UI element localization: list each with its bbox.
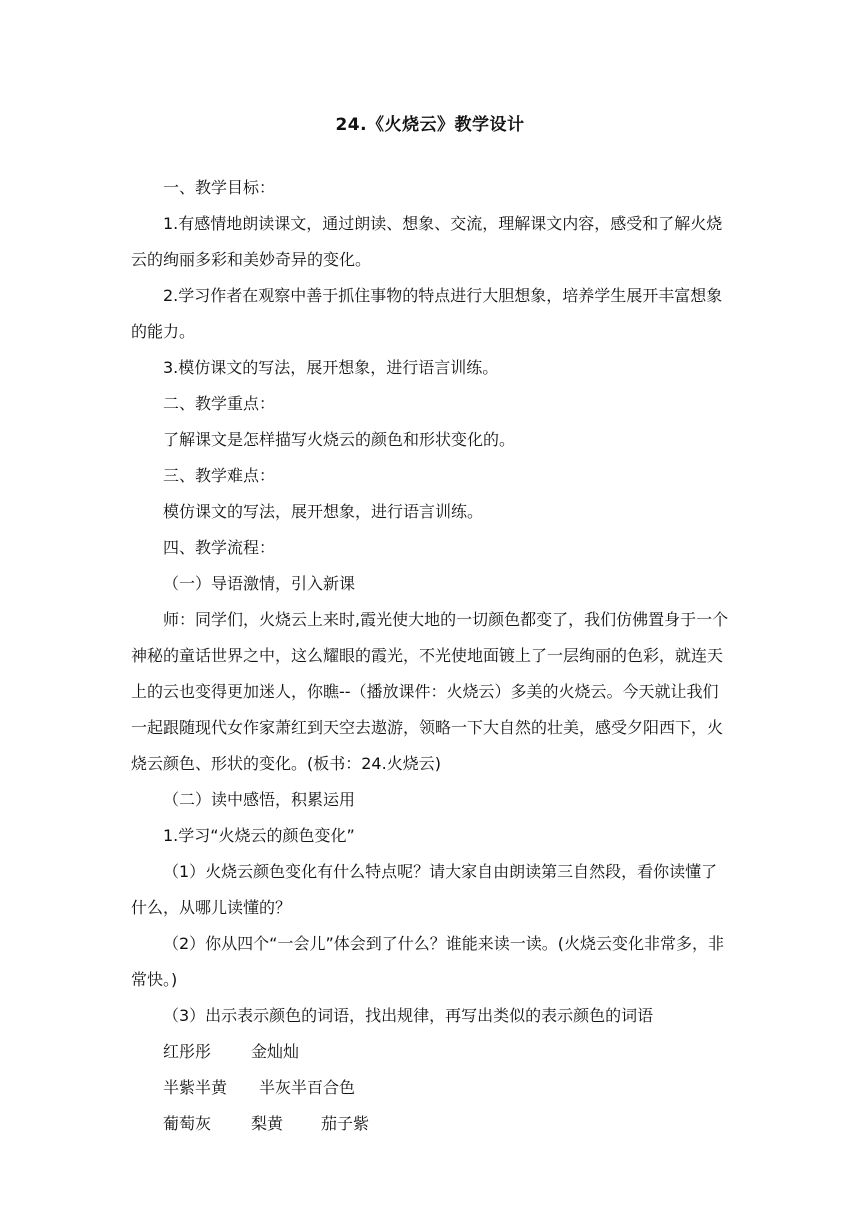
color-word: 茄子紫 [321,1114,370,1133]
color-word-row [131,1106,733,1142]
document-title: 24.《火烧云》教学设计 [335,115,525,135]
color-word: 金灿灿 [251,1042,300,1061]
question-1: （1）火烧云颜色变化有什么特点呢？请大家自由朗读第三自然段，看你读懂了什么，从哪儿读懂的？ [131,862,718,917]
key-points-text: 了解课文是怎样描写火烧云的颜色和形状变化的。 [163,430,516,449]
process-step-1-heading: （一）导语激情，引入新课 [163,574,356,593]
section-heading-difficulties: 三、教学难点： [163,466,276,485]
color-word-row [131,1070,733,1106]
objective-1: 1.有感情地朗读课文，通过朗读、想象、交流，理解课文内容，感受和了解火烧云的绚丽多彩和美妙奇异的变化。 [131,214,723,269]
color-word: 葡萄灰 [163,1114,212,1133]
objective-2: 2.学习作者在观察中善于抓住事物的特点进行大胆想象，培养学生展开丰富想象的能力。 [131,286,723,341]
study-color-change-heading: 1.学习“火烧云的颜色变化” [163,826,355,845]
color-word: 半紫半黄 [163,1078,228,1097]
color-word-row [131,1034,733,1070]
process-step-2-heading: （二）读中感悟，积累运用 [163,790,356,809]
question-3: （3）出示表示颜色的词语，找出规律，再写出类似的表示颜色的词语 [163,1006,654,1025]
question-2: （2）你从四个“一会儿”体会到了什么？谁能来读一读。(火烧云变化非常多，非常快。) [131,934,725,989]
teacher-intro-paragraph: 师：同学们，火烧云上来时,霞光使大地的一切颜色都变了，我们仿佛置身于一个神秘的童话世界之中，这么耀眼的霞光，不光使地面镀上了一层绚丽的色彩，就连天上的云也变得更加迷人，你瞧--（播放课件：火烧云）多美的火烧云。今天就让我们一起跟随现代女作家萧红到天空去遨游，领略一下大自然的壮美，感受夕阳西下，火烧云颜色、形状的变化。(板书：24.火烧云) [131,610,729,773]
color-word: 红彤彤 [163,1042,212,1061]
section-heading-objectives: 一、教学目标： [163,178,276,197]
difficulties-text: 模仿课文的写法，展开想象，进行语言训练。 [163,502,484,521]
color-word: 梨黄 [251,1114,284,1133]
document-body [131,170,733,1142]
color-word: 半灰半百合色 [259,1078,356,1097]
objective-3: 3.模仿课文的写法，展开想象，进行语言训练。 [163,358,499,377]
section-heading-process: 四、教学流程： [163,538,276,557]
section-heading-key-points: 二、教学重点： [163,394,276,413]
